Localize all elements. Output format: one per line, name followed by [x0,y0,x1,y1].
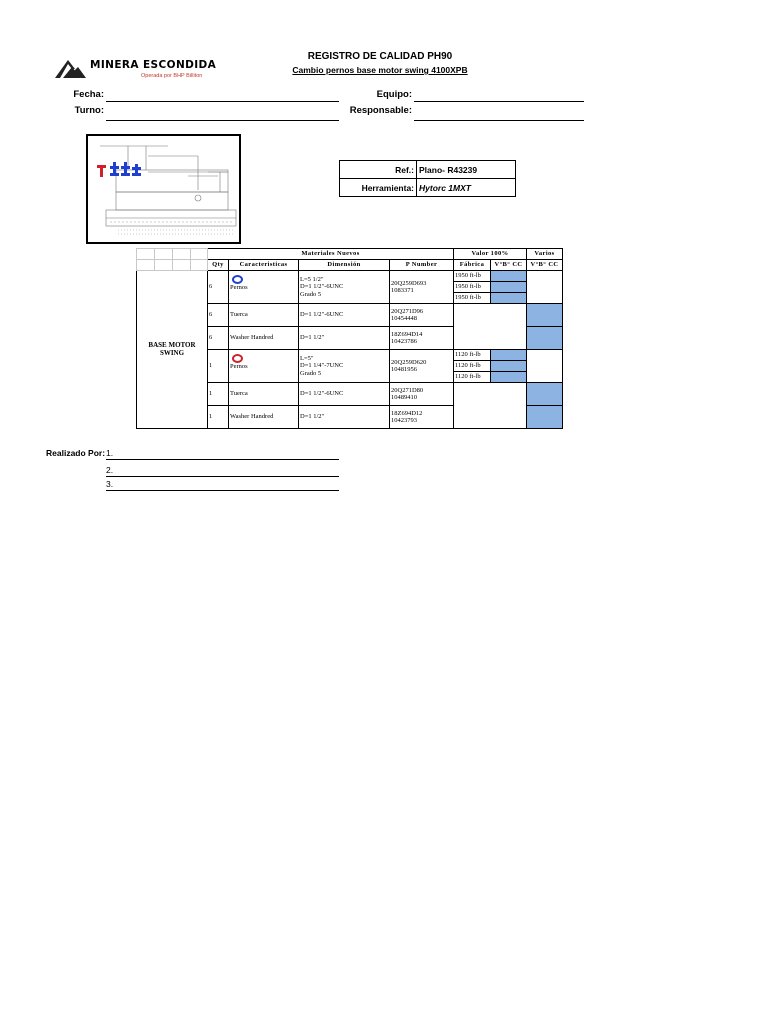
qty-cell: 6 [208,327,229,350]
vb-check-cell[interactable] [491,350,527,361]
qty-cell: 1 [208,350,229,383]
varios-cell[interactable] [527,271,563,304]
materials-table [136,248,563,429]
company-subtitle: Operada por BHP Billiton [141,73,203,79]
header-varios-vb-cc: V°B° CC [527,260,563,271]
equipo-field[interactable] [414,101,584,102]
document-subtitle: Cambio pernos base motor swing 4100XPB [292,65,468,75]
realizado-label: Realizado Por: [46,448,106,458]
equipo-label: Equipo: [376,89,412,100]
dimension-cell: D=1 1/2"-6UNC [299,383,390,406]
turno-label: Turno: [74,105,104,116]
header-dimension: Dimensión [299,260,390,271]
pnumber-cell: 20Q271D96 10454448 [390,304,454,327]
header-caracteristicas: Caracteristicas [229,260,299,271]
desc-cell: Tuerca [229,383,299,406]
varios-check-cell[interactable] [527,383,563,406]
pnumber-cell: 18Z694D14 10423786 [390,327,454,350]
header-materiales-nuevos: Materiales Nuevos [208,249,454,260]
desc-cell: Pernos [229,271,299,304]
dimension-cell: D=1 1/2" [299,327,390,350]
signer-3-field[interactable] [106,490,339,491]
vb-check-cell[interactable] [491,282,527,293]
header-pnumber: P Number [390,260,454,271]
company-name: MINERA ESCONDIDA [90,59,217,71]
motor-base-drawing-icon [88,136,239,242]
vb-check-cell[interactable] [491,372,527,383]
header-valor: Valor 100% [454,249,527,260]
header-fabrica: Fábrica [454,260,491,271]
pnumber-cell: 20Q259D620 10481956 [390,350,454,383]
turno-field[interactable] [106,120,339,121]
pnumber-cell: 20Q259D693 1083371 [390,271,454,304]
signer-2-number: 2. [106,465,114,475]
document-title: REGISTRO DE CALIDAD PH90 [307,51,453,62]
plan-drawing [86,134,241,244]
desc-cell: Washer Handred [229,327,299,350]
vb-check-cell[interactable] [491,271,527,282]
dimension-cell: D=1 1/2" [299,406,390,429]
varios-check-cell[interactable] [527,406,563,429]
desc-cell: Washer Handred [229,406,299,429]
header-qty: Qty [208,260,229,271]
ref-value: Plano- R43239 [417,161,516,179]
varios-check-cell[interactable] [527,327,563,350]
fabrica-cell: 1950 ft-lb [454,282,491,293]
header-varios: Varios [527,249,563,260]
desc-cell: Pernos [229,350,299,383]
mountain-logo-icon [55,58,87,80]
qty-cell: 6 [208,304,229,327]
signer-1-number: 1. [106,448,114,458]
signer-1-field[interactable] [106,459,339,460]
fecha-label: Fecha: [73,89,104,100]
ref-box [339,160,516,197]
responsable-field[interactable] [414,120,584,121]
qty-cell: 1 [208,406,229,429]
valor-empty-cell [454,304,527,350]
section-label: BASE MOTOR SWING [137,271,208,429]
desc-cell: Tuerca [229,304,299,327]
herramienta-label: Herramienta: [340,179,417,197]
fabrica-cell: 1120 ft-lb [454,361,491,372]
signer-3-number: 3. [106,479,114,489]
vb-check-cell[interactable] [491,293,527,304]
fecha-field[interactable] [106,101,339,102]
fabrica-cell: 1950 ft-lb [454,271,491,282]
red-marker-icon [232,354,243,363]
pnumber-cell: 18Z694D12 10423793 [390,406,454,429]
fabrica-cell: 1120 ft-lb [454,372,491,383]
header-vb-cc: V°B° CC [491,260,527,271]
fabrica-cell: 1120 ft-lb [454,350,491,361]
dimension-cell: D=1 1/2"-6UNC [299,304,390,327]
blue-marker-icon [232,275,243,284]
vb-check-cell[interactable] [491,361,527,372]
pnumber-cell: 20Q271D80 10489410 [390,383,454,406]
herramienta-value: Hytorc 1MXT [417,179,516,197]
fabrica-cell: 1950 ft-lb [454,293,491,304]
qty-cell: 6 [208,271,229,304]
signer-2-field[interactable] [106,476,339,477]
company-logo [55,56,225,82]
varios-check-cell[interactable] [527,304,563,327]
varios-cell[interactable] [527,350,563,383]
valor-empty-cell [454,383,527,429]
dimension-cell: L=5 1/2" D=1 1/2"-6UNC Grado 5 [299,271,390,304]
qty-cell: 1 [208,383,229,406]
table-row [137,271,563,282]
responsable-label: Responsable: [349,105,412,116]
ref-label: Ref.: [340,161,417,179]
dimension-cell: L=5" D=1 1/4"-7UNC Grado 5 [299,350,390,383]
